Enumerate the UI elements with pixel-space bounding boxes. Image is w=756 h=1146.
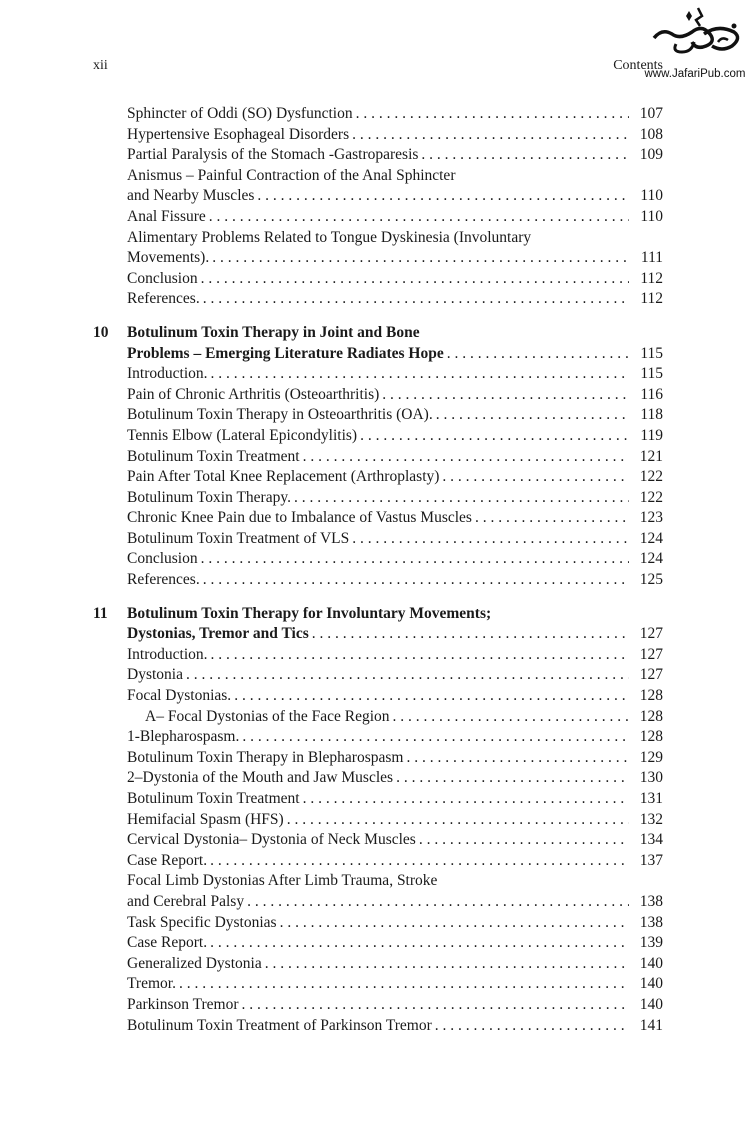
page-number: 122 [639, 468, 663, 486]
toc-entry [93, 508, 663, 529]
entry-title: Conclusion [127, 550, 198, 568]
entry-title: Botulinum Toxin Treatment of Parkinson Tremor [127, 1016, 432, 1034]
dot-leader [287, 810, 629, 831]
dot-leader [210, 933, 629, 954]
dot-leader [303, 447, 629, 468]
entry-title: Botulinum Toxin Therapy for Involuntary Movements; [127, 604, 492, 622]
entry-line [127, 1016, 663, 1037]
toc-entry-line1 [93, 166, 663, 187]
entry-title: A– Focal Dystonias of the Face Region [145, 707, 390, 725]
dot-leader [265, 954, 629, 975]
entry-line [127, 789, 663, 810]
toc-entry [93, 995, 663, 1016]
dot-leader [436, 405, 629, 426]
entry-line [127, 426, 663, 447]
toc-entry [93, 405, 663, 426]
page-number: 127 [639, 645, 663, 663]
toc-entry [93, 145, 663, 166]
dot-leader [280, 913, 629, 934]
page-number: 127 [639, 666, 663, 684]
chapter-title-line1 [93, 323, 663, 344]
page-number: 138 [639, 913, 663, 931]
page-number: 111 [640, 249, 663, 267]
chapter-title-line2 [93, 624, 663, 645]
toc-entry [93, 269, 663, 290]
dot-leader [406, 748, 629, 769]
chapter-title-line1 [93, 604, 663, 625]
entry-line [127, 727, 663, 748]
page-number: 122 [639, 488, 663, 506]
entry-line [127, 344, 663, 365]
entry-line [127, 166, 663, 187]
entry-title: Hypertensive Esophageal Disorders [127, 125, 350, 143]
entry-title: Introduction. [127, 365, 208, 383]
page-number: 138 [639, 892, 663, 910]
dot-leader [209, 207, 629, 228]
entry-title: Anismus – Painful Contraction of the Anal Sphincter [127, 166, 456, 184]
toc-entry [93, 810, 663, 831]
page-number: 121 [639, 447, 663, 465]
entry-line [127, 405, 663, 426]
toc-entry [93, 385, 663, 406]
toc-entry-line2 [93, 248, 663, 269]
entry-line [127, 830, 663, 851]
entry-title: Generalized Dystonia [127, 954, 262, 972]
dot-leader [210, 851, 629, 872]
toc-entry [93, 645, 663, 666]
entry-title: Botulinum Toxin Therapy in Joint and Bone [127, 323, 420, 341]
page-number: 107 [639, 105, 663, 122]
entry-title: Botulinum Toxin Therapy in Osteoarthritis (OA). [127, 406, 433, 424]
entry-title: Anal Fissure [127, 207, 206, 225]
page-number: 108 [639, 125, 663, 143]
dot-leader [203, 570, 629, 591]
dot-leader [257, 186, 629, 207]
dot-leader [475, 508, 629, 529]
dot-leader [396, 768, 629, 789]
entry-title: and Cerebral Palsy [127, 892, 245, 910]
chapter-continuation [93, 104, 663, 310]
page-number: 119 [640, 426, 663, 444]
toc-entry [93, 467, 663, 488]
entry-title: Case Report. [127, 851, 208, 869]
publisher-watermark [636, 4, 754, 82]
page-number: 127 [639, 625, 663, 643]
page-number: 137 [639, 851, 663, 869]
dot-leader [447, 344, 629, 365]
toc-entry [93, 933, 663, 954]
entry-line [127, 604, 663, 625]
entry-line [127, 125, 663, 146]
entry-line [127, 933, 663, 954]
chapter-title-line2 [93, 344, 663, 365]
dot-leader [242, 727, 629, 748]
dot-leader [312, 624, 629, 645]
page-number: 124 [639, 529, 663, 547]
dot-leader [201, 269, 629, 290]
dot-leader [303, 789, 629, 810]
page-number: 134 [639, 831, 663, 849]
page-number: 112 [640, 290, 663, 308]
dot-leader [382, 385, 629, 406]
toc-entry [93, 665, 663, 686]
entry-title: Hemifacial Spasm (HFS) [127, 810, 284, 828]
dot-leader [419, 830, 629, 851]
dot-leader [211, 645, 630, 666]
entry-line [127, 508, 663, 529]
entry-line [127, 248, 663, 269]
entry-title: Conclusion [127, 269, 198, 287]
dot-leader [360, 426, 629, 447]
entry-line [127, 624, 663, 645]
dot-leader [242, 995, 629, 1016]
page-number: 125 [639, 571, 663, 589]
toc-entry [93, 529, 663, 550]
entry-line [127, 385, 663, 406]
toc-entry [93, 768, 663, 789]
chapter-11 [93, 604, 663, 1036]
entry-line [127, 228, 663, 249]
entry-title: Tremor. [127, 975, 176, 993]
dot-leader [234, 686, 629, 707]
toc-entry [93, 789, 663, 810]
page-numeral: xii [93, 58, 108, 73]
entry-title: Movements). [127, 249, 210, 267]
dot-leader [393, 707, 629, 728]
page-number: 115 [640, 365, 663, 383]
toc-entry [93, 207, 663, 228]
entry-title: Pain After Total Knee Replacement (Arthroplasty) [127, 468, 440, 486]
toc-entry [93, 426, 663, 447]
entry-line [127, 323, 663, 344]
toc-entry [93, 1016, 663, 1037]
entry-line [127, 145, 663, 166]
entry-title: Focal Dystonias. [127, 687, 232, 705]
chapter-10 [93, 323, 663, 591]
toc-entry [93, 364, 663, 385]
entry-title: Botulinum Toxin Treatment [127, 447, 300, 465]
entry-title: References. [127, 290, 200, 308]
page-number: 140 [639, 975, 663, 993]
entry-title: Botulinum Toxin Treatment of VLS [127, 529, 350, 547]
entry-line [127, 269, 663, 290]
toc-entry [93, 913, 663, 934]
dot-leader [352, 529, 629, 550]
entry-line [127, 995, 663, 1016]
chapter-number: 10 [93, 323, 109, 341]
entry-title: Cervical Dystonia– Dystonia of Neck Muscles [127, 831, 416, 849]
entry-line [127, 851, 663, 872]
entry-line [127, 186, 663, 207]
entry-line [127, 364, 663, 385]
toc-entry [93, 954, 663, 975]
toc-entry-line1 [93, 228, 663, 249]
page-number: 118 [640, 406, 663, 424]
page-number: 110 [640, 207, 663, 225]
entry-line [127, 665, 663, 686]
entry-title: Alimentary Problems Related to Tongue Dyskinesia (Involuntary [127, 228, 532, 246]
publisher-url: www.JafariPub.com [644, 68, 746, 80]
dot-leader [247, 892, 629, 913]
running-section-title: Contents [613, 58, 663, 73]
dot-leader [211, 364, 630, 385]
dot-leader [352, 125, 629, 146]
entry-line [127, 289, 663, 310]
entry-title: Partial Paralysis of the Stomach -Gastroparesis [127, 146, 419, 164]
toc-entry-line2 [93, 186, 663, 207]
page-number: 116 [640, 385, 663, 403]
page-number: 112 [640, 269, 663, 287]
toc-entry [93, 727, 663, 748]
toc-entry [93, 830, 663, 851]
entry-title: Dystonias, Tremor and Tics [127, 625, 309, 643]
dot-leader [203, 289, 629, 310]
entry-title: Botulinum Toxin Therapy in Blepharospasm [127, 748, 404, 766]
dot-leader [435, 1016, 629, 1037]
dot-leader [356, 104, 629, 125]
page-number: 128 [639, 707, 663, 725]
dot-leader [212, 248, 629, 269]
toc-entry [93, 549, 663, 570]
entry-line [127, 892, 663, 913]
page-number: 132 [639, 810, 663, 828]
entry-title: Botulinum Toxin Treatment [127, 790, 300, 807]
toc-entry [93, 707, 663, 728]
entry-line [127, 570, 663, 591]
entry-line [127, 529, 663, 550]
calligraphy-logo-icon [646, 4, 746, 60]
entry-line [127, 549, 663, 570]
page-number: 140 [639, 995, 663, 1013]
page-number: 109 [639, 146, 663, 164]
entry-title: Botulinum Toxin Therapy. [127, 488, 291, 506]
entry-title: Task Specific Dystonias [127, 913, 277, 931]
entry-line [127, 871, 663, 892]
toc-entry [93, 488, 663, 509]
entry-line [127, 974, 663, 995]
entry-title: Problems – Emerging Literature Radiates Hope [127, 344, 444, 362]
entry-line [127, 913, 663, 934]
toc-entry-line1 [93, 871, 663, 892]
page-number: 140 [639, 954, 663, 972]
entry-title: 1-Blepharospasm. [127, 728, 240, 746]
toc-entry-line2 [93, 892, 663, 913]
toc-entry [93, 851, 663, 872]
dot-leader [179, 974, 629, 995]
entry-line [127, 104, 663, 125]
entry-line [145, 707, 663, 728]
entry-title: and Nearby Muscles [127, 187, 255, 205]
page-number: 141 [639, 1016, 663, 1034]
toc-entry [93, 686, 663, 707]
page-number: 139 [639, 934, 663, 952]
chapter-number: 11 [93, 604, 108, 622]
entry-line [127, 686, 663, 707]
page-number: 128 [639, 687, 663, 705]
entry-title: Dystonia [127, 666, 183, 684]
page-number: 131 [639, 790, 663, 807]
dot-leader [442, 467, 629, 488]
running-header [93, 58, 663, 78]
entry-title: Sphincter of Oddi (SO) Dysfunction [127, 105, 353, 122]
entry-title: Pain of Chronic Arthritis (Osteoarthritis) [127, 385, 380, 403]
entry-line [127, 467, 663, 488]
entry-title: References. [127, 571, 200, 589]
entry-line [127, 748, 663, 769]
entry-line [127, 768, 663, 789]
entry-line [127, 645, 663, 666]
dot-leader [421, 145, 629, 166]
page-number: 110 [640, 187, 663, 205]
page-number: 129 [639, 748, 663, 766]
toc-entry [93, 447, 663, 468]
entry-title: Chronic Knee Pain due to Imbalance of Vastus Muscles [127, 509, 472, 527]
dot-leader [201, 549, 629, 570]
entry-title: Introduction. [127, 645, 208, 663]
entry-line [127, 447, 663, 468]
toc-entry [93, 104, 663, 125]
page-number: 124 [639, 550, 663, 568]
entry-line [127, 954, 663, 975]
entry-title: Case Report. [127, 934, 208, 952]
toc-entry [93, 570, 663, 591]
table-of-contents [93, 104, 663, 1049]
toc-entry [93, 974, 663, 995]
entry-line [127, 207, 663, 228]
page-number: 123 [639, 509, 663, 527]
entry-title: 2–Dystonia of the Mouth and Jaw Muscles [127, 769, 394, 787]
entry-title: Tennis Elbow (Lateral Epicondylitis) [127, 426, 358, 444]
toc-entry [93, 125, 663, 146]
page-number: 115 [640, 344, 663, 362]
toc-entry [93, 748, 663, 769]
entry-line [127, 488, 663, 509]
entry-title: Focal Limb Dystonias After Limb Trauma, Stroke [127, 872, 438, 890]
page-number: 130 [639, 769, 663, 787]
entry-line [127, 810, 663, 831]
dot-leader [186, 665, 629, 686]
entry-title: Parkinson Tremor [127, 995, 239, 1013]
dot-leader [294, 488, 629, 509]
page-number: 128 [639, 728, 663, 746]
toc-entry [93, 289, 663, 310]
